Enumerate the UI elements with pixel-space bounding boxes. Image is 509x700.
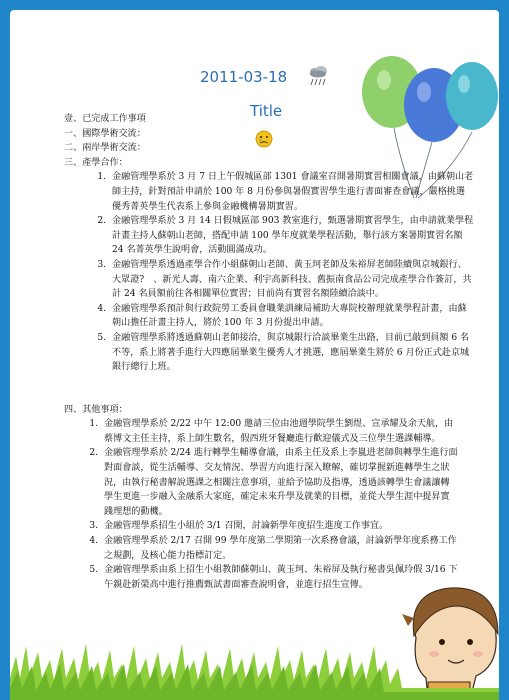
rain-cloud-icon xyxy=(306,64,330,88)
list-text: 金融管理學系由系上招生小組教師蘇朝山、黃玉珂、朱裕屏及執行秘書吳佩玲假 3/16 下午親赴新榮高中進行推薦甄試書面審查說明會，並進行招生宣傳。 xyxy=(104,565,458,590)
list-number: 2. xyxy=(89,448,98,459)
list-text: 金融管理學系於 3 月 14 日假城區部 903 教室進行，甄選暑期實習學生，由申請就業學程計畫主持人蘇朝山老師，搭配申請 100 學年度就業學程活動，舉行該方案暑期實習名額 24 名菁英學生說明會，活動圓滿成功。 xyxy=(112,216,474,256)
list-item xyxy=(64,417,484,446)
list-number: 4. xyxy=(89,536,98,547)
list-number: 1. xyxy=(89,419,98,430)
section-heading-completed: 壹、已完成工作事項 xyxy=(64,114,146,124)
list-number: 5. xyxy=(97,332,106,343)
page-title: Title xyxy=(250,102,283,120)
list-item xyxy=(64,258,484,302)
list-item xyxy=(64,214,484,258)
subsection-international: 一、國際學術交流： xyxy=(64,128,146,139)
list-number: 1. xyxy=(97,172,106,183)
list-number: 3. xyxy=(89,521,98,532)
list-item xyxy=(64,519,484,534)
subsection-cross-strait: 二、兩岸學術交流： xyxy=(64,143,146,154)
list-text: 金融管理學系於 2/17 召開 99 學年度第二學期第一次系務會議，討論新學年度系務工作之規劃，及核心能力指標訂定。 xyxy=(104,536,457,561)
list-number: 5. xyxy=(89,565,98,576)
list-number: 3. xyxy=(97,259,106,270)
list-text: 金融管理學系預計與行政院勞工委員會職業訓練局補助大專院校辦理就業學程計畫，由蘇朝山擔任計畫主持人，將於 100 年 3 月份提出申請。 xyxy=(112,303,467,329)
grass-decoration xyxy=(10,638,499,700)
subsection-industry: 三、產學合作： xyxy=(64,157,128,168)
section-heading-other: 四、其他事項： xyxy=(64,404,128,415)
list-item xyxy=(64,331,484,375)
list-text: 金融管理學系於 2/24 進行轉學生輔導會議，由系主任及系上李嵐进老師與轉學生進行面對面會談，從生活輔導、交友情況、學習方向進行深入瞭解，確切掌握新進轉學生之狀況，由執行秘書解說選課之相關注意事項，並給予協助及指導，透過該轉學生會議讓轉學生更進一步融入金融系大家庭，確定未來升學及就業的目標，並從大學生涯中提昇實踐理想的動機。 xyxy=(104,448,458,517)
list-text: 金融管理學系於 2/22 中午 12:00 邀請三位由池週學院學生劉煜、宣承耀及余天航，由蔡博文主任主持，系上師生數名，假西班牙餐廳進行歡迎儀式及三位學生選課輔導。 xyxy=(104,419,454,444)
list-number: 2. xyxy=(97,216,106,227)
list-text: 金融管理學系於 3 月 7 日上午假城區部 1301 會議室召開暑期實習相關會議，由蘇朝山老師主持，針對預計申請於 100 年 8 月份參與暑假實習學生進行書面審查會議，嚴格挑選優秀菁英學生代表系上參與金融機構暑期實習。 xyxy=(112,172,474,212)
document-page xyxy=(10,10,499,700)
page-date: 2011-03-18 xyxy=(200,68,288,86)
report-content xyxy=(64,112,484,592)
list-text: 金融管理學系透過產學合作小組蘇朝山老師、黃玉珂老師及朱裕屏老師陸續與京城銀行、大眾證? 、新光人壽、南六企業、利宇高新科技、舊振南食品公司完成產學合作簽訂，共計 24 名員額前往各相關單位實習；目前尚有實習名額陸續洽談中。 xyxy=(112,259,472,300)
list-item xyxy=(64,302,484,331)
list-text: 金融管理學系招生小組於 3/1 召開，討論新學年度招生進度工作事宜。 xyxy=(104,521,389,532)
list-item xyxy=(64,446,484,519)
list-text: 金融管理學系將透過蘇朝山老師接洽，與京城銀行洽談畢業生出路，目前已敲到員額 6 名不等，系上將著手進行大四應屆畢業生優秀人才挑選，應屆畢業生將於 6 月份正式赴京城銀行總行上班。 xyxy=(112,332,470,373)
list-item xyxy=(64,170,484,214)
section-spacer xyxy=(64,375,484,403)
list-item xyxy=(64,534,484,563)
list-number: 4. xyxy=(97,303,106,314)
